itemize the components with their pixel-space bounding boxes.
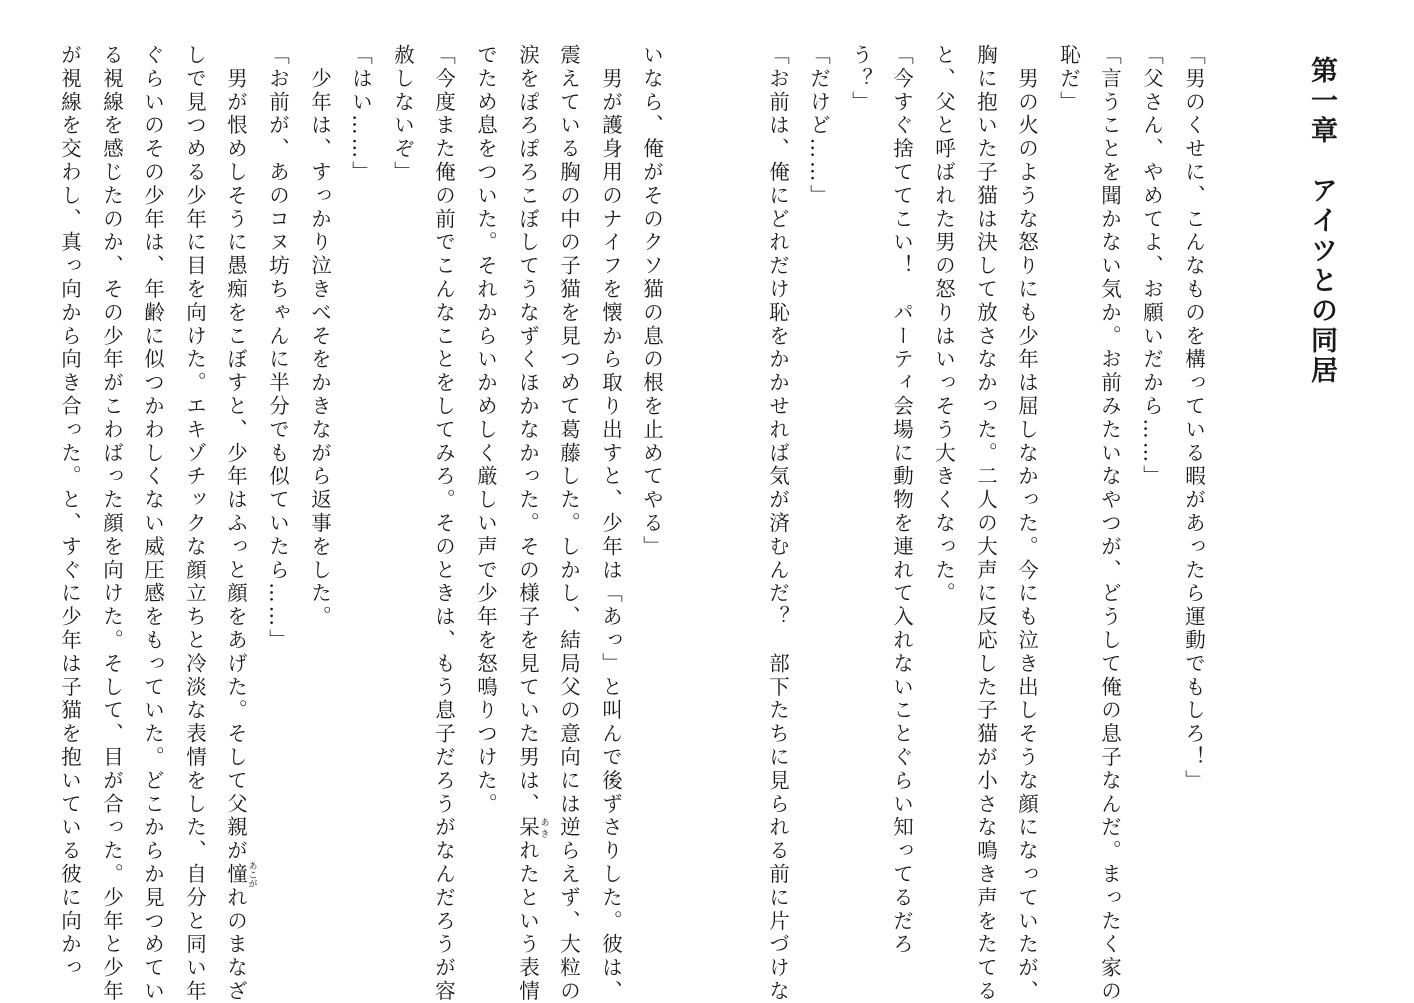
text-line-segment: れたという表情	[515, 839, 540, 1003]
text-line: 「だけど……」	[806, 44, 831, 208]
text-line	[225, 44, 257, 1003]
text-line: 「言うことを聞かない気か。お前みたいなやつが、どうして俺の息子なんだ。まったく家の	[1097, 44, 1122, 1003]
text-line: でため息をついた。それからいかめしく厳しい声で少年を怒鳴りつけた。	[473, 44, 498, 817]
text-line: 少年は、すっかり泣きべそをかきながら返事をした。	[307, 44, 332, 629]
text-line: いなら、俺がそのクソ猫の息の根を止めてやる」	[639, 44, 664, 559]
text-line: 恥だ」	[1056, 44, 1081, 115]
text-line: 「お前が、あのコヌ坊ちゃんに半分でも似ていたら……」	[265, 44, 290, 653]
text-line: 男が護身用のナイフを懐から取り出すと、少年は「あっ」と叫んで後ずさりした。彼は、	[598, 44, 623, 1003]
text-line-segment: れのまなざ	[223, 886, 248, 1003]
ruby-annotation: 呆 あき	[515, 816, 549, 840]
text-line: 「今度また俺の前でこんなことをしてみろ。そのときは、もう息子だろうがなんだろうが容	[431, 44, 456, 1003]
ruby-annotation: 憧 あこが	[223, 861, 257, 889]
text-line: しで見つめる少年に目を向けた。エキゾチックな顔立ちと冷淡な表情をした、自分と同い年	[182, 44, 207, 1003]
text-line: が視線を交わし、真っ向から向き合った。と、すぐに少年は子猫を抱いている彼に向かっ	[57, 44, 82, 980]
text-line: 「今すぐ捨ててこい！ パーティ会場に動物を連れて入れないことぐらい知ってるだろ	[889, 44, 914, 957]
text-line: 「父さん、やめてよ、お願いだから……」	[1139, 44, 1164, 489]
text-line: と、父と呼ばれた男の怒りはいっそう大きくなった。	[931, 44, 956, 606]
text-line: 「お前は、俺にどれだけ恥をかかせれば気が済むんだ？ 部下たちに見られる前に片づけな	[765, 44, 790, 1003]
text-line: 「はい……」	[348, 44, 373, 185]
text-line: 震えている胸の中の子猫を見つめて葛藤した。しかし、結局父の意向には逆らえず、大粒の	[556, 44, 581, 1003]
text-line-segment: 男が恨めしそうに愚痴をこぼすと、少年はふっと顔をあげた。そして父親が	[223, 44, 248, 863]
text-line: 赦しないぞ」	[390, 44, 415, 185]
text-line: う？」	[848, 44, 873, 115]
text-line: 男の火のような怒りにも少年は屈しなかった。今にも泣き出しそうな顔になっていたが、	[1014, 44, 1039, 1003]
text-line: ぐらいのその少年は、年齢に似つかわしくない威圧感をもっていた。どこからか見つめてい	[140, 44, 165, 1003]
text-line: 胸に抱いた子猫は決して放さなかった。二人の大声に反応した子猫が小さな鳴き声をたてる	[973, 44, 998, 1003]
text-line: 「男のくせに、こんなものを構っている暇があったら運動でもしろ！」	[1181, 44, 1206, 793]
chapter-title: 第一章 アイツとの同居	[1306, 56, 1337, 386]
text-line-segment: 涙をぽろぽろこぼしてうなずくほかなかった。その様子を見ていた男は、	[515, 44, 540, 817]
text-line	[517, 44, 549, 1003]
text-line: る視線を感じたのか、その少年がこわばった顔を向けた。そして、目が合った。少年と少年	[99, 44, 124, 1003]
